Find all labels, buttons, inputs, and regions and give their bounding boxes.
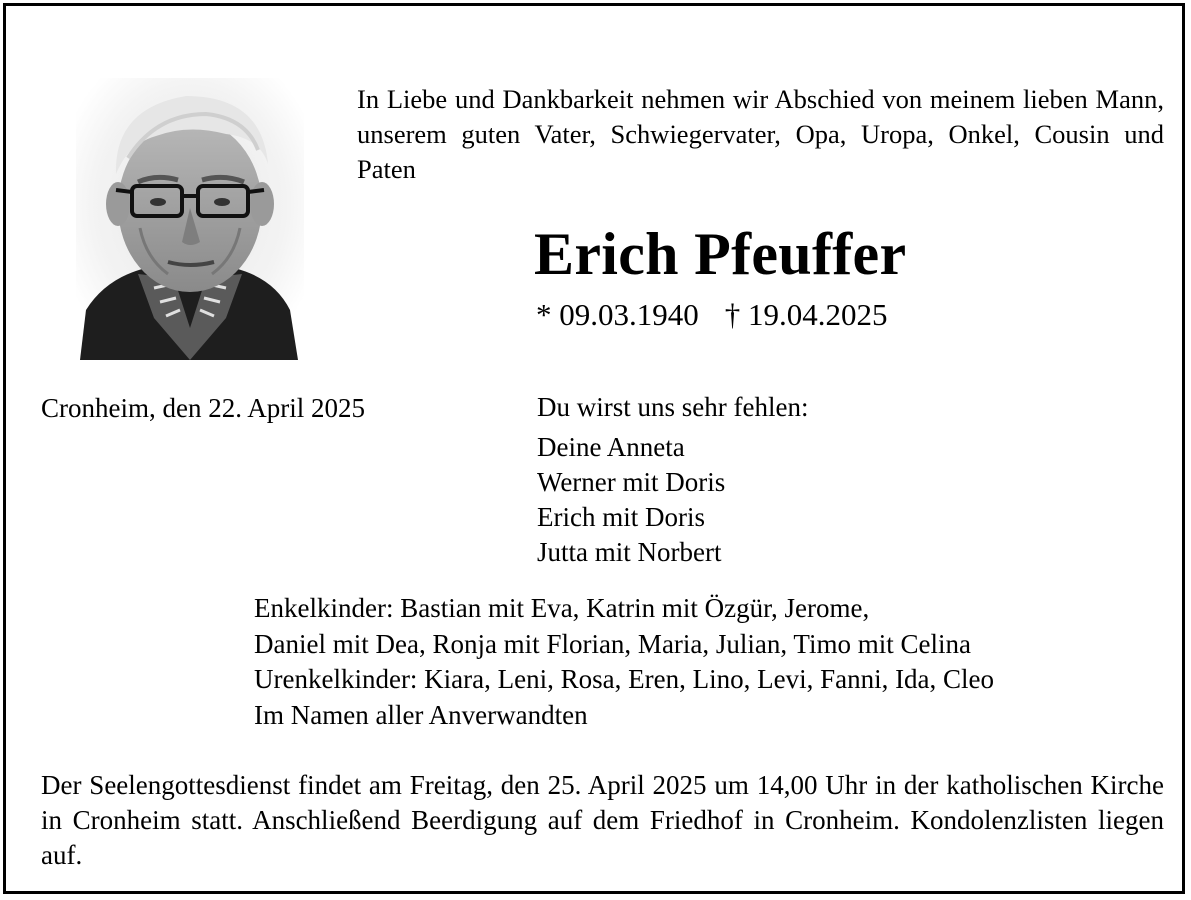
family-member: Deine Anneta [537,432,685,462]
relatives-line: Im Namen aller Anverwandten [254,699,588,730]
birth-date: * 09.03.1940 [536,297,699,332]
portrait-icon [76,78,304,360]
relatives-line: Daniel mit Dea, Ronja mit Florian, Maria, Julian, Timo mit Celina [254,628,971,659]
relatives-line: Urenkelkinder: Kiara, Leni, Rosa, Eren, Lino, Levi, Fanni, Ida, Cleo [254,664,995,694]
service-notice: Der Seelengottesdienst findet am Freitag, den 25. April 2025 um 14,00 Uhr in der katholischen Kirche in Cronheim statt. Anschließend Beerdigung auf dem Friedhof in Cronheim. Kondolenzlisten liegen auf. [41,770,1164,870]
family-member: Werner mit Doris [537,467,726,497]
life-dates [536,296,888,334]
deceased-name: Erich Pfeuffer [534,221,907,287]
obituary-frame [3,3,1185,894]
place-and-date: Cronheim, den 22. April 2025 [41,393,365,423]
family-list [537,430,725,570]
family-member: Jutta mit Norbert [537,537,722,567]
relatives-line: Enkelkinder: Bastian mit Eva, Katrin mit Özgür, Jerome, [254,593,870,623]
farewell-heading: Du wirst uns sehr fehlen: [537,392,809,422]
intro-text: In Liebe und Dankbarkeit nehmen wir Abschied von meinem lieben Mann, unserem guten Vater, Schwiegervater, Opa, Uropa, Onkel, Cousin und Paten [357,84,1164,184]
portrait-photo [76,78,304,360]
family-member: Erich mit Doris [537,502,705,532]
death-date: † 19.04.2025 [724,297,888,332]
relatives-block [254,591,994,733]
